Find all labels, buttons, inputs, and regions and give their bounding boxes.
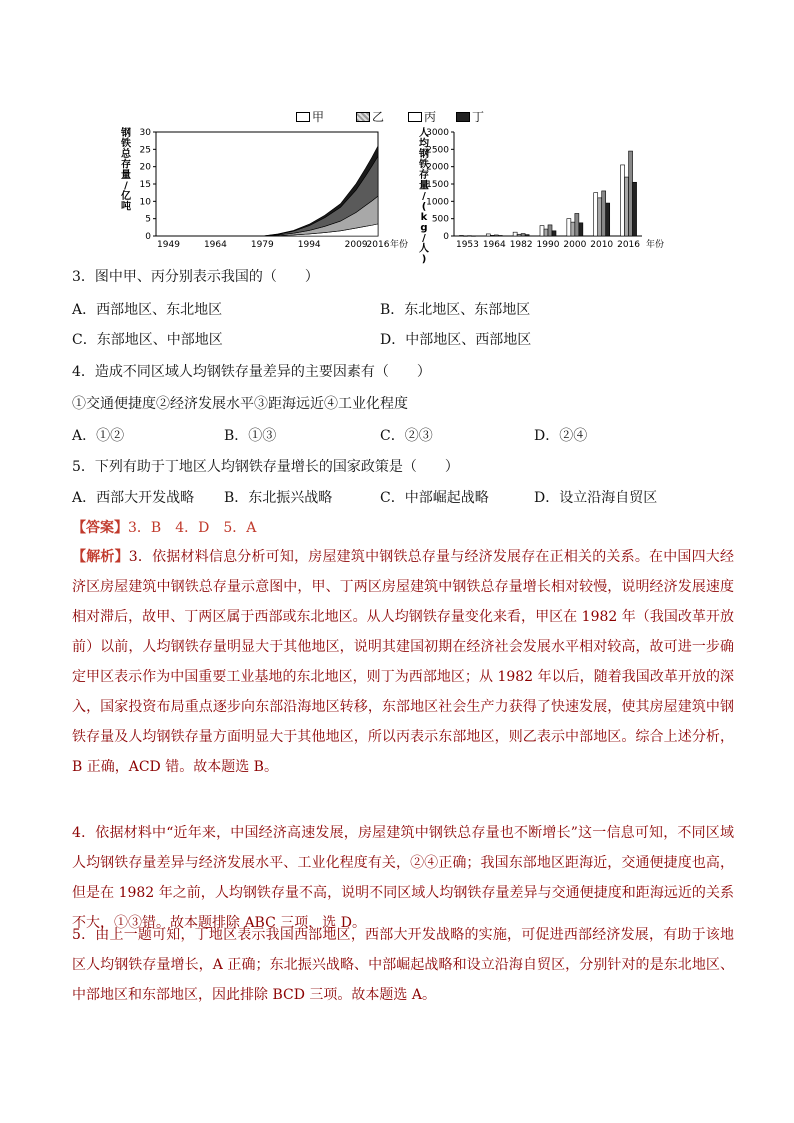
answer-tag: 【答案】 (72, 520, 128, 536)
y-tick-label: 3000 (426, 128, 449, 138)
question-4-stem: 4．造成不同区域人均钢铁存量差异的主要因素有（ ） (72, 364, 431, 380)
x-tick-label: 1964 (203, 240, 227, 250)
bar-jia (459, 235, 463, 236)
question-4-items: ①交通便捷度②经济发展水平③距海远近④工业化程度 (72, 396, 408, 412)
y-tick-label: 10 (139, 197, 151, 208)
q3-option-c: C．东部地区、中部地区 (72, 332, 223, 348)
legend-label: 丁 (472, 110, 485, 124)
q5-option-c: C．中部崛起战略 (380, 490, 489, 506)
bar-ding (498, 235, 502, 236)
legend-item-jia (296, 108, 324, 125)
bar-bing (548, 225, 552, 236)
y-tick-label: 20 (139, 162, 151, 173)
x-tick-label: 1994 (297, 240, 321, 250)
y-tick-label: 15 (139, 180, 151, 190)
q5-option-b: B．东北振兴战略 (224, 490, 333, 506)
y-tick-label: 25 (139, 145, 151, 156)
q4-option-d: D．②④ (534, 428, 588, 444)
q3-option-a: A．西部地区、东北地区 (72, 302, 223, 318)
analysis-q5: 5．由上一题可知，丁地区表示我国西部地区，西部大开发战略的实施，可促进西部经济发展，有助于该地区人均钢铁存量增长，A 正确；东北振兴战略、中部崛起战略和设立沿海自贸区，分别针对的是东北地区、中部地区和东部地区，因此排除 BCD 三项。故本题选 A。 (72, 927, 734, 1003)
x-unit-label: 年份 (646, 240, 665, 250)
bar-jia (540, 226, 544, 236)
bar-yi (571, 222, 575, 236)
legend-item-ding (456, 108, 484, 125)
q4-option-a: A．①② (72, 428, 125, 444)
analysis-q3-text: 3．依据材料信息分析可知，房屋建筑中钢铁总存量与经济发展存在正相关的关系。在中国四大经济区房屋建筑中钢铁总存量示意图中，甲、丁两区房屋建筑中钢铁总存量增长相对较慢，说明经济发展速度相对滞后，故甲、丁两区属于西部或东北地区。从人均钢铁存量变化来看，甲区在 1982 年（我国改革开放前）以前，人均钢铁存量明显大于其他地区，说明其建国初期在经济社会发展水平相对较高，故可进一步确定甲区表示作为中国重要工业基地的东北地区，则丁为西部地区；从 1982 年以后，随着我国改革开放的深入，国家投资布局重点逐步向东部沿海地区转移，东部地区社会生产力获得了快速发展，使其房屋建筑中钢铁存量及人均钢铁存量方面明显大于其他地区，所以丙表示东部地区，则乙表示中部地区。综合上述分析，B 正确，ACD 错。故本题选 B。 (72, 549, 735, 775)
x-tick-label: 2000 (563, 240, 587, 250)
chart-legend (296, 106, 506, 124)
bar-bing (467, 236, 471, 237)
bar-yi (517, 234, 521, 236)
x-tick-label: 1982 (509, 240, 533, 250)
bar-jia (486, 234, 490, 236)
y-tick-label: 1000 (426, 197, 449, 208)
bar-ding (633, 182, 637, 236)
x-tick-label: 2009 (344, 240, 368, 250)
legend-item-bing (408, 108, 436, 125)
bar-bing (629, 151, 633, 236)
bar-bing (602, 191, 606, 236)
y-tick-label: 5 (145, 214, 151, 225)
bar-bing (494, 235, 498, 236)
y-tick-label: 0 (443, 232, 449, 242)
bar-yi (544, 229, 548, 236)
analysis-q4: 4．依据材料中“近年来，中国经济高速发展，房屋建筑中钢铁总存量也不断增长”这一信息可知，不同区域人均钢铁存量差异与经济发展水平、工业化程度有关，②④正确；我国东部地区距海近，交通便捷度也高，但是在 1982 年之前，人均钢铁存量不高，说明不同区域人均钢铁存量差异与交通便捷度和距海远近的关系不大，①③错。故本题排除 ABC 三项，选 D。 (72, 825, 734, 931)
bar-jia (594, 193, 598, 236)
q5-option-d: D．设立沿海自贸区 (534, 490, 658, 506)
total-steel-stock-chart (116, 124, 416, 252)
x-tick-label: 1949 (157, 240, 180, 250)
y-tick-label: 2500 (426, 145, 449, 156)
x-tick-label: 2010 (590, 240, 614, 250)
legend-item-yi (356, 108, 384, 125)
y-tick-label: 500 (431, 214, 449, 225)
y-axis-label: 钢铁总存量/亿吨 (121, 128, 131, 213)
legend-label: 丙 (424, 110, 437, 124)
y-tick-label: 30 (139, 128, 151, 138)
x-tick-label: 2016 (617, 240, 641, 250)
bar-ding (525, 235, 529, 236)
bar-jia (621, 165, 625, 236)
bar-ding (579, 223, 583, 236)
bar-ding (552, 231, 556, 236)
q4-option-b: B．①③ (224, 428, 277, 444)
legend-swatch (408, 112, 422, 122)
x-unit-label: 年份 (390, 240, 409, 250)
bar-ding (606, 203, 610, 236)
bar-yi (490, 235, 494, 236)
q3-option-d: D．中部地区、西部地区 (380, 332, 532, 348)
x-tick-label: 1953 (455, 240, 479, 250)
legend-swatch (456, 112, 470, 122)
x-tick-label: 2016 (366, 240, 390, 250)
bar-jia (513, 232, 517, 236)
bar-yi (463, 236, 467, 237)
answer-line (72, 517, 256, 537)
legend-label: 甲 (312, 110, 325, 124)
x-tick-label: 1990 (536, 240, 560, 250)
bar-ding (471, 236, 475, 237)
question-3-stem: 3．图中甲、丙分别表示我国的（ ） (72, 269, 319, 285)
y-axis-label: 人均钢铁存量/ ( k g /人) (419, 128, 429, 265)
bar-jia (567, 219, 571, 236)
q4-option-c: C．②③ (380, 428, 433, 444)
legend-label: 乙 (372, 110, 385, 124)
q3-option-b: B．东北地区、东部地区 (380, 302, 531, 318)
per-capita-steel-chart (414, 124, 684, 265)
bar-bing (575, 213, 579, 236)
legend-swatch (356, 112, 370, 122)
bar-yi (625, 177, 629, 236)
x-tick-label: 1979 (250, 240, 274, 250)
y-tick-label: 1500 (426, 180, 449, 190)
analysis-tag: 【解析】 (72, 549, 129, 565)
q5-option-a: A．西部大开发战略 (72, 490, 195, 506)
y-tick-label: 2000 (426, 162, 449, 173)
x-tick-label: 1964 (482, 240, 506, 250)
question-5-stem: 5．下列有助于丁地区人均钢铁存量增长的国家政策是（ ） (72, 459, 459, 475)
answer-text: 3．B 4．D 5．A (128, 520, 257, 536)
analysis-q3 (72, 542, 734, 782)
y-tick-label: 0 (145, 232, 151, 242)
bar-yi (598, 198, 602, 236)
bar-bing (521, 234, 525, 236)
legend-swatch (296, 112, 310, 122)
